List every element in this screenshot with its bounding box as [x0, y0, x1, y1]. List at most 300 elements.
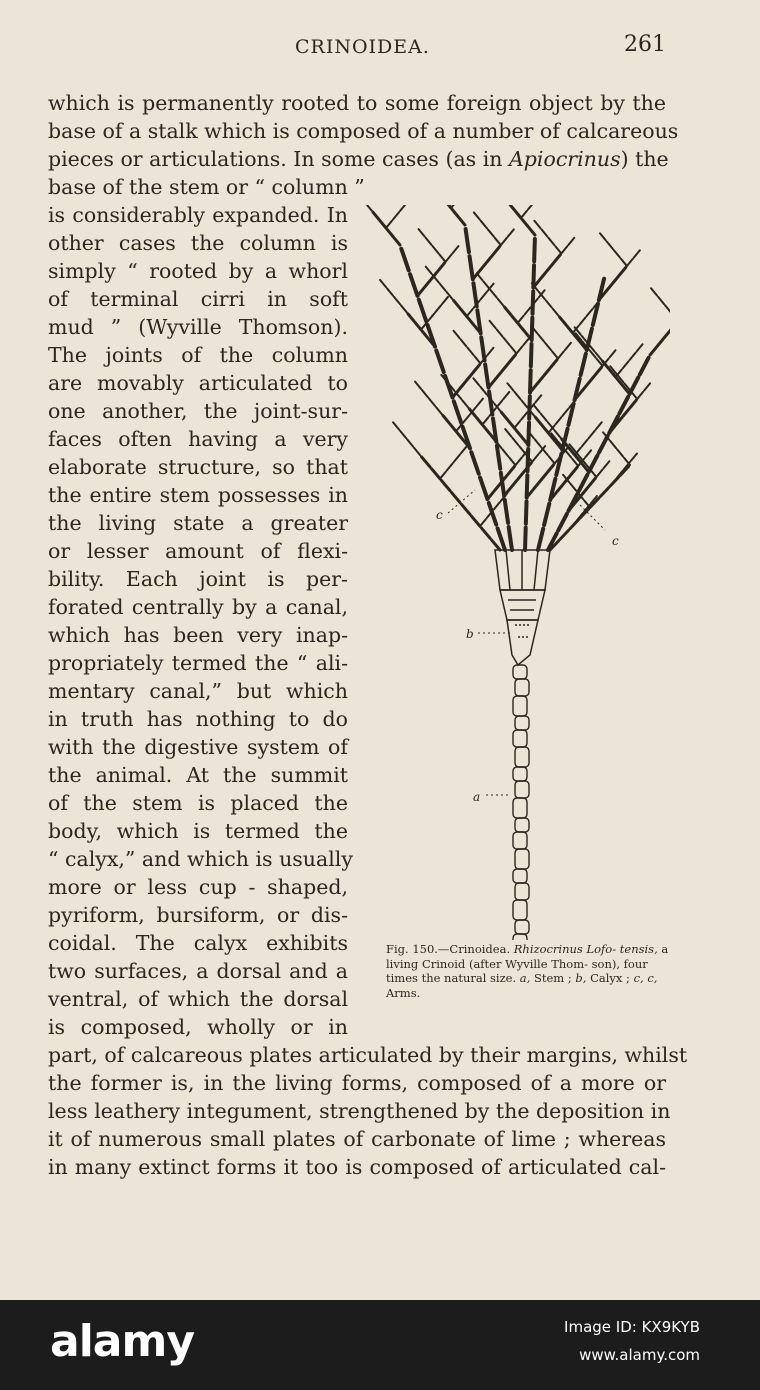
- arm-segment: [366, 205, 372, 211]
- arm-segment: [480, 478, 487, 500]
- arm-segment: [481, 337, 484, 360]
- page-number: 261: [624, 32, 666, 57]
- arm-segment: [535, 395, 541, 402]
- arm-segment: [606, 284, 612, 291]
- stem-joint: [513, 665, 527, 679]
- arm-segment: [519, 446, 525, 453]
- arm-segment: [571, 467, 577, 474]
- arm-segment: [380, 221, 386, 228]
- text-line: the former is, in the living forms, composed of a more or: [48, 1071, 666, 1095]
- arm-segment: [617, 449, 623, 456]
- stem-joint: [513, 767, 527, 781]
- arm-segment: [415, 382, 421, 389]
- text-line: mud ” (Wyville Thomson).: [48, 315, 348, 339]
- arm-segment: [630, 353, 636, 360]
- text-line: The joints of the column: [48, 343, 348, 367]
- arm-segment: [480, 387, 486, 394]
- stem-joint: [515, 747, 529, 767]
- arm-segment: [415, 322, 421, 329]
- arm-segment: [546, 300, 552, 307]
- text-line: coidal. The calyx exhibits: [48, 931, 348, 955]
- arm-segment: [535, 439, 541, 446]
- stem-joint: [515, 781, 529, 798]
- arm-segment: [560, 317, 566, 324]
- arm-segment: [480, 263, 486, 270]
- arm-segment: [505, 500, 508, 523]
- arm-segment: [644, 383, 650, 390]
- arm-segment: [463, 416, 469, 423]
- arm-segment: [488, 348, 494, 355]
- text-line: “ calyx,” and which is usually: [48, 847, 353, 871]
- arm-segment: [511, 346, 517, 353]
- arm-segment: [426, 238, 432, 245]
- arm-segment: [620, 267, 626, 274]
- arm-segment: [496, 372, 502, 379]
- arm-segment: [587, 309, 593, 316]
- arm-segment: [528, 449, 529, 471]
- text-line: less leathery integument, strengthened by the deposition in: [48, 1099, 671, 1123]
- arm-segment: [503, 392, 509, 399]
- arm-segment: [526, 501, 527, 523]
- arm-segment: [538, 529, 543, 550]
- arm-segment: [380, 280, 386, 287]
- text-line: bility. Each joint is per-: [48, 567, 348, 591]
- stem-joint: [513, 730, 527, 747]
- arm-segment: [414, 448, 420, 455]
- text-line: pieces or articulations. In some cases (as in Apiocrinus) the: [48, 147, 669, 171]
- stem-joint: [515, 883, 529, 900]
- arm-segment: [394, 238, 400, 245]
- arm-segment: [610, 350, 616, 357]
- text-line: the animal. At the summit: [48, 763, 348, 787]
- arm-segment: [555, 431, 561, 438]
- arm-segment: [495, 238, 501, 245]
- text-line: simply “ rooted by a whorl: [48, 259, 348, 283]
- arm-segment: [503, 449, 509, 456]
- text-line: in truth has nothing to do: [48, 707, 348, 731]
- arm-segment: [511, 480, 517, 487]
- arm-segment: [528, 423, 529, 445]
- crinoid-illustration: [360, 205, 670, 940]
- arm-segment: [623, 361, 629, 368]
- stem-joint: [513, 832, 527, 849]
- genus-name: Apiocrinus: [509, 147, 621, 171]
- arm-segment: [509, 527, 512, 550]
- arm-segment: [630, 400, 636, 407]
- arm-segment: [565, 343, 571, 350]
- arm-segment: [529, 228, 535, 235]
- arm-segment: [567, 326, 573, 333]
- arm-segment: [613, 276, 619, 283]
- arm-segment: [545, 343, 551, 350]
- text-line: the living state a greater: [48, 511, 348, 535]
- text-line: part, of calcareous plates articulated by their margins, whilst: [48, 1043, 688, 1067]
- arm-segment: [596, 470, 602, 477]
- stem-joint: [513, 900, 527, 920]
- arm-segment: [637, 344, 643, 351]
- arm-segment: [494, 502, 500, 509]
- arm-segment: [512, 438, 518, 445]
- arm-segment: [468, 348, 474, 355]
- arm-segment: [519, 324, 525, 331]
- arm-segment: [483, 426, 489, 433]
- arm-segment: [541, 229, 547, 236]
- arm-segment: [442, 481, 451, 491]
- label-b: b: [466, 627, 474, 641]
- text-line: other cases the column is: [48, 231, 348, 255]
- arm-segment: [525, 307, 531, 314]
- text-line: which has been very inap-: [48, 623, 348, 647]
- arm-segment: [509, 466, 515, 473]
- arm-segment: [394, 297, 400, 304]
- arm-segment: [547, 263, 553, 270]
- arm-segment: [439, 263, 445, 270]
- arm-segment: [507, 383, 513, 390]
- arm-segment: [537, 377, 543, 384]
- figure-caption: Fig. 150.—Crinoidea. Rhizocrinus Lofo- tensis, a living Crinoid (after Wyville Thom- son), four times the natural size. a, Stem ; b, Calyx ; c, c, Arms.: [386, 942, 669, 1000]
- arm-segment: [461, 339, 467, 346]
- arm-segment: [393, 212, 399, 219]
- text-line: one another, the joint-sur-: [48, 399, 348, 423]
- arm-segment: [555, 417, 561, 424]
- arm-segment: [497, 446, 500, 469]
- arm-segment: [540, 272, 546, 279]
- arm-segment: [454, 401, 461, 423]
- image-id: Image ID: KX9KYB: [564, 1318, 700, 1336]
- arm-segment: [433, 246, 439, 253]
- arm-segment: [400, 431, 406, 438]
- arm-segment: [459, 218, 465, 225]
- arm-segment: [387, 288, 393, 295]
- arm-segment: [475, 356, 481, 363]
- arm-segment: [600, 488, 609, 497]
- arm-segment: [474, 212, 480, 219]
- arm-segment: [400, 205, 406, 211]
- arm-segment: [554, 255, 560, 262]
- arm-segment: [504, 338, 510, 345]
- arm-segment: [627, 259, 633, 266]
- arm-segment: [426, 267, 432, 274]
- arm-segment: [517, 346, 523, 353]
- arm-segment: [476, 417, 482, 424]
- arm-segment: [512, 316, 518, 323]
- text-line: pyriform, bursiform, or dis-: [48, 903, 348, 927]
- arm-segment: [524, 338, 530, 345]
- arm-segment: [529, 396, 530, 418]
- arm-segment: [454, 455, 460, 462]
- arm-segment: [477, 399, 483, 406]
- arm-segment: [455, 392, 461, 399]
- arm-segment: [491, 290, 497, 297]
- stem-joint: [515, 679, 529, 696]
- arm-segment: [581, 354, 586, 375]
- arm-segment: [435, 305, 441, 312]
- arm-segment: [637, 392, 643, 399]
- text-line: with the digestive system of: [48, 735, 348, 759]
- text-line: is composed, wholly or in: [48, 1015, 348, 1039]
- arm-segment: [450, 424, 456, 431]
- arm-segment: [401, 249, 408, 271]
- arm-segment: [516, 458, 522, 465]
- arm-segment: [555, 246, 561, 253]
- arm-segment: [515, 211, 521, 218]
- arm-segment: [570, 483, 576, 490]
- arm-segment: [477, 273, 483, 280]
- label-a: a: [473, 790, 481, 804]
- arm-segment: [419, 300, 426, 322]
- stem-joint: [515, 849, 529, 869]
- arm-segment: [487, 255, 493, 262]
- arm-segment: [408, 314, 414, 321]
- arm-segment: [508, 421, 514, 428]
- arm-segment: [508, 229, 514, 236]
- arm-segment: [443, 416, 449, 423]
- arm-segment: [610, 441, 616, 448]
- arm-segment: [454, 331, 460, 338]
- arm-segment: [596, 422, 602, 429]
- arm-segment: [468, 318, 474, 325]
- arm-segment: [521, 400, 527, 407]
- arm-segment: [436, 350, 443, 372]
- text-line: propriately termed the “ ali-: [48, 651, 348, 675]
- arm-segment: [610, 477, 619, 486]
- arm-segment: [538, 334, 544, 341]
- text-line: the entire stem possesses in: [48, 483, 348, 507]
- arm-segment: [544, 504, 549, 525]
- arm-segment: [582, 487, 588, 494]
- arm-segment: [501, 473, 504, 496]
- arm-segment: [498, 299, 504, 306]
- site-url: www.alamy.com: [579, 1346, 700, 1364]
- arm-segment: [514, 392, 520, 399]
- arm-segment: [589, 376, 595, 383]
- arm-segment: [422, 390, 428, 397]
- arm-segment: [429, 399, 435, 406]
- arm-segment: [531, 344, 532, 366]
- arm-segment: [630, 377, 639, 394]
- arm-segment: [470, 256, 473, 279]
- stem-joint: [515, 818, 529, 832]
- arm-segment: [534, 221, 540, 228]
- stem-joint: [515, 920, 529, 934]
- text-line: are movably articulated to: [48, 371, 348, 395]
- arm-segment: [387, 229, 393, 236]
- arm-segment: [548, 465, 554, 472]
- arm-segment: [474, 365, 480, 372]
- arm-segment: [541, 473, 547, 480]
- arm-segment: [582, 384, 588, 391]
- arm-segment: [548, 238, 554, 245]
- arm-segment: [623, 409, 629, 416]
- arm-segment: [452, 209, 458, 216]
- arm-segment: [373, 212, 379, 219]
- arm-segment: [461, 446, 467, 453]
- arm-segment: [484, 282, 490, 289]
- arm-segment: [467, 373, 473, 380]
- arm-segment: [544, 368, 550, 375]
- arm-segment: [552, 351, 558, 358]
- stem-joint: [513, 798, 527, 818]
- arm-segment: [494, 246, 500, 253]
- arm-segment: [485, 364, 488, 387]
- text-line: two surfaces, a dorsal and a: [48, 959, 348, 983]
- arm-segment: [600, 233, 606, 240]
- arm-segment: [422, 457, 431, 467]
- arm-segment: [657, 339, 663, 346]
- arm-segment: [515, 429, 521, 436]
- arm-segment: [473, 378, 479, 385]
- arm-segment: [471, 452, 478, 474]
- alamy-logo: alamy: [50, 1316, 194, 1367]
- arm-segment: [422, 331, 428, 338]
- arm-segment: [466, 229, 469, 252]
- arm-segment: [585, 450, 591, 457]
- arm-segment: [560, 530, 569, 539]
- arm-segment: [631, 454, 637, 461]
- arm-segment: [419, 229, 425, 236]
- arm-segment: [621, 259, 627, 266]
- arm-segment: [510, 355, 516, 362]
- arm-segment: [570, 520, 579, 529]
- arm-segment: [508, 205, 514, 210]
- arm-segment: [497, 329, 503, 336]
- crinoid-calyx: [495, 550, 550, 665]
- arm-segment: [614, 250, 620, 257]
- arm-segment: [521, 412, 527, 419]
- arm-segment: [650, 348, 656, 355]
- arm-segment: [624, 458, 630, 465]
- arm-segment: [453, 246, 459, 253]
- arm-segment: [410, 274, 417, 296]
- arm-segment: [505, 307, 511, 314]
- text-line: body, which is termed the: [48, 819, 348, 843]
- arm-segment: [492, 540, 501, 550]
- arm-segment: [481, 221, 487, 228]
- species-name: Rhizocrinus Lofo-: [513, 942, 617, 956]
- arm-segment: [582, 439, 588, 446]
- arm-segment: [549, 456, 555, 463]
- arm-segment: [461, 309, 467, 316]
- arm-segment: [561, 246, 567, 253]
- arm-segment: [658, 297, 664, 304]
- arm-segment: [462, 504, 471, 514]
- arm-segment: [551, 360, 557, 367]
- running-header: CRINOIDEA.: [295, 36, 430, 58]
- arm-segment: [489, 392, 492, 415]
- arm-segment: [534, 405, 540, 412]
- arm-segment: [533, 291, 534, 313]
- arm-segment: [505, 429, 511, 436]
- text-line: base of the stem or “ column ”: [48, 175, 365, 199]
- text-line: or lesser amount of flexi-: [48, 539, 348, 563]
- arm-segment: [548, 422, 554, 429]
- arm-segment: [452, 492, 461, 502]
- arm-segment: [440, 284, 446, 291]
- arm-segment: [532, 455, 538, 462]
- arm-segment: [401, 305, 407, 312]
- text-line: it of numerous small plates of carbonate of lime ; whereas: [48, 1127, 666, 1151]
- arm-segment: [541, 414, 547, 421]
- arm-segment: [501, 412, 507, 419]
- arm-segment: [488, 229, 494, 236]
- arm-segment: [446, 255, 452, 262]
- arm-segment: [457, 433, 463, 440]
- arm-segment: [425, 280, 431, 287]
- text-line: ventral, of which the dorsal: [48, 987, 348, 1011]
- arm-segment: [542, 448, 548, 455]
- arm-segment: [556, 454, 561, 475]
- arm-segment: [433, 275, 439, 282]
- arm-segment: [634, 250, 640, 257]
- arm-segment: [440, 255, 446, 262]
- arm-segment: [534, 239, 535, 261]
- arm-segment: [462, 400, 468, 407]
- text-line: base of a stalk which is composed of a number of calcareous: [48, 119, 679, 143]
- text-line: forated centrally by a canal,: [48, 595, 348, 619]
- arm-segment: [482, 528, 491, 538]
- arm-segment: [501, 238, 507, 245]
- arm-segment: [432, 469, 441, 479]
- arm-segment: [607, 242, 613, 249]
- arm-segment: [651, 288, 657, 295]
- crinoid-arms: [360, 205, 670, 550]
- arm-segment: [525, 528, 526, 550]
- text-line: in many extinct forms it too is composed of articulated cal-: [48, 1155, 666, 1179]
- arm-segment: [393, 422, 399, 429]
- arm-segment: [503, 363, 509, 370]
- arm-segment: [472, 516, 481, 526]
- arm-segment: [534, 482, 540, 489]
- arm-segment: [460, 382, 466, 389]
- arm-segment: [428, 314, 434, 321]
- arm-segment: [542, 426, 548, 433]
- arm-segment: [568, 238, 574, 245]
- arm-segment: [589, 455, 598, 472]
- arm-segment: [530, 370, 531, 392]
- arm-segment: [445, 205, 451, 208]
- text-line: elaborate structure, so that: [48, 455, 348, 479]
- label-c-left: c: [436, 508, 443, 522]
- text-line: more or less cup - shaped,: [48, 875, 348, 899]
- arm-segment: [481, 292, 487, 299]
- arm-segment: [603, 461, 609, 468]
- arm-segment: [596, 367, 602, 374]
- arm-segment: [495, 483, 501, 490]
- stem-joint: [513, 696, 527, 716]
- text-line: which is permanently rooted to some foreign object by the: [48, 91, 666, 115]
- arm-segment: [447, 463, 453, 470]
- arm-segment: [558, 514, 567, 531]
- text-line: of terminal cirri in soft: [48, 287, 348, 311]
- arm-segment: [528, 205, 534, 210]
- arm-segment: [580, 317, 586, 324]
- arm-segment: [599, 436, 608, 453]
- arm-segment: [535, 417, 541, 424]
- arm-segment: [664, 331, 670, 338]
- arm-segment: [522, 219, 528, 226]
- arm-segment: [436, 407, 442, 414]
- text-line: faces often having a very: [48, 427, 348, 451]
- arm-segment: [553, 309, 559, 316]
- arm-segment: [454, 301, 460, 308]
- arm-segment: [473, 283, 476, 306]
- arm-segment: [589, 431, 595, 438]
- arm-segment: [442, 297, 448, 304]
- crinoid-stem: [513, 665, 529, 940]
- stem-joint: [513, 934, 527, 940]
- arm-segment: [589, 478, 595, 485]
- arm-segment: [490, 321, 496, 328]
